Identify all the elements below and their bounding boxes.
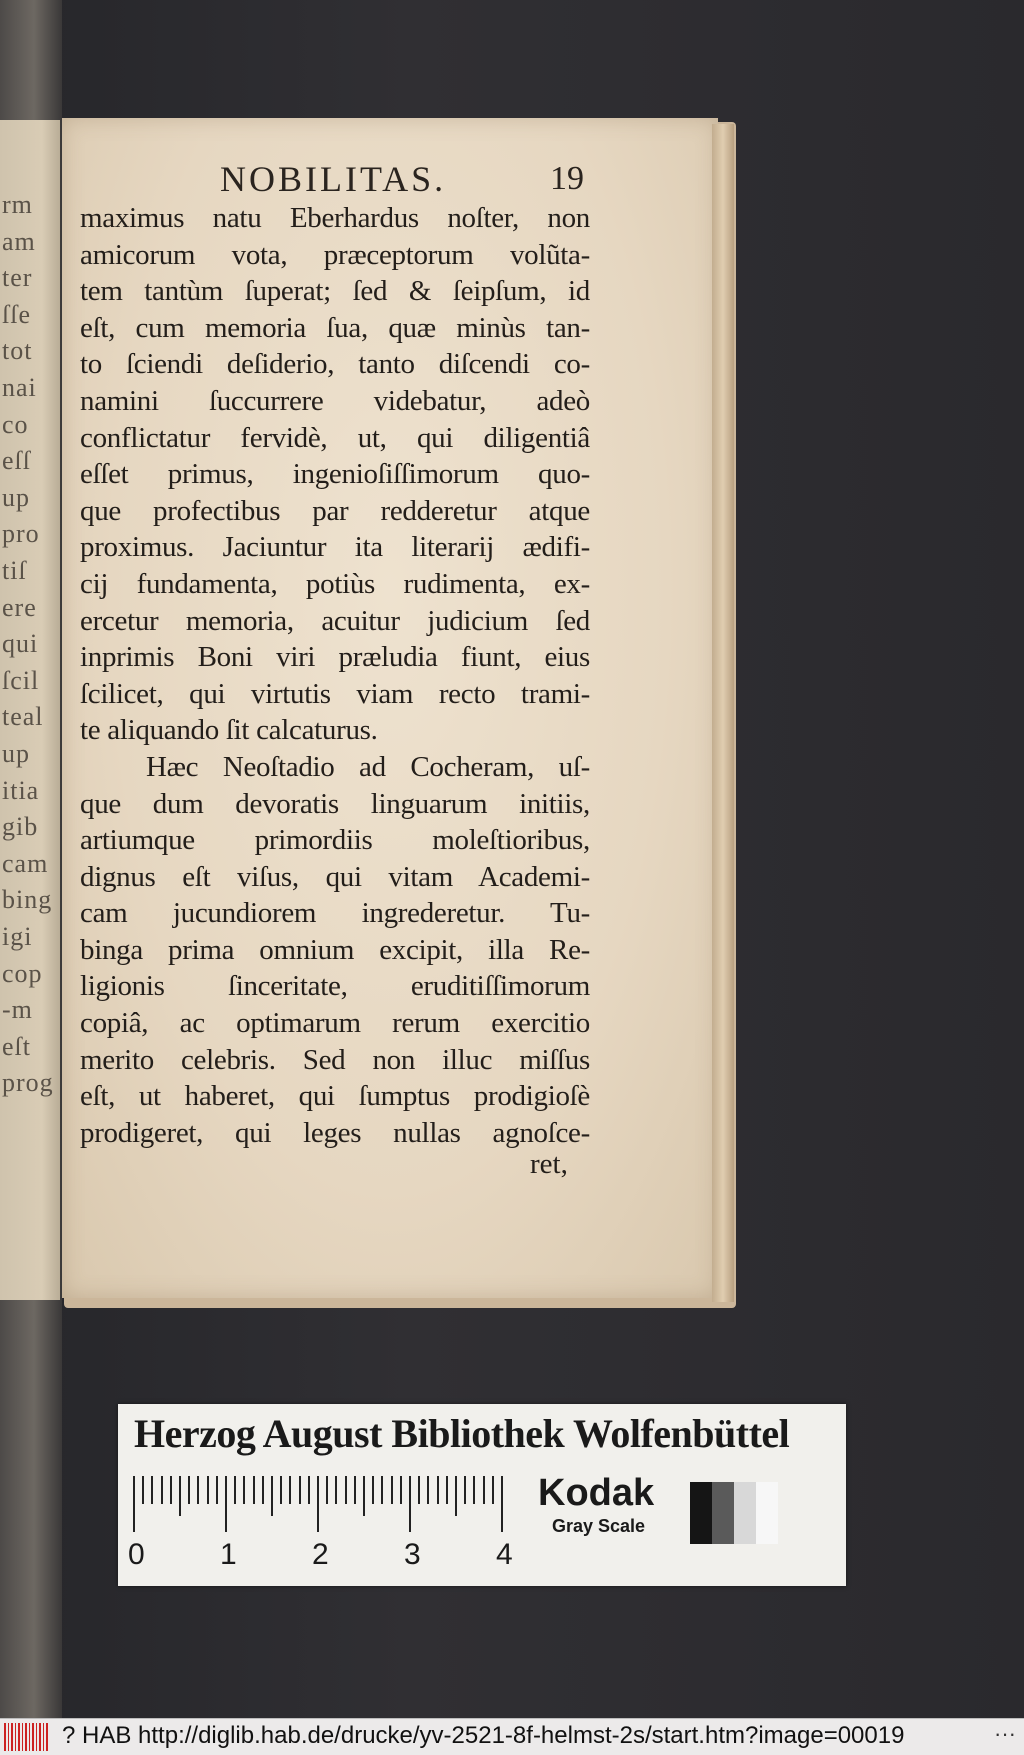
running-head: NOBILITAS. [220,159,447,199]
prev-page-fragment: itia [2,775,40,805]
ruler-tick [372,1476,374,1504]
prev-page-fragment: bing [2,885,53,915]
ruler-tick [473,1476,475,1504]
page-edge [712,124,734,1302]
text-line: copiâ, ac optimarum rerum exercitio [80,1007,590,1040]
ruler-tick [253,1476,255,1504]
prev-page-fragment: ſſe [2,299,31,329]
ruler-tick [161,1476,163,1504]
prev-page-fragment: -m [2,995,33,1025]
text-line: ercetur memoria, acuitur judicium ſed [80,604,590,637]
prev-page-fragment: gib [2,812,39,842]
barcode-icon [4,1723,48,1751]
prev-page-fragment: nai [2,373,37,402]
text-line: conflictatur fervidè, ut, qui diligentiâ [80,421,590,454]
prev-page-fragment: ere [2,592,37,622]
status-url[interactable]: ? HAB http://diglib.hab.de/drucke/yv-2521-8f-helmst-2s/start.htm?image=00019 [62,1722,905,1749]
text-line: inprimis Boni viri præludia fiunt, eius [80,641,590,674]
status-bar [0,1718,1024,1755]
ruler-tick [207,1476,209,1504]
body-text [80,200,590,1151]
previous-page-edge [0,120,60,1300]
ruler-tick [483,1476,485,1504]
gray-patch [690,1482,712,1544]
more-icon[interactable]: ··· [994,1721,1016,1746]
gray-patch [712,1482,734,1544]
ruler-tick [243,1476,245,1504]
text-line: Hæc Neoſtadio ad Cocheram, uſ- [146,750,590,783]
ruler-tick [492,1476,494,1504]
text-line: eſſet primus, ingenioſiſſimorum quo- [80,458,590,491]
text-line: maximus natu Eberhardus noſter, non [80,202,590,234]
library-title: Herzog August Bibliothek Wolfenbüttel [134,1411,790,1456]
ruler-tick [142,1476,144,1504]
ruler-tick [381,1476,383,1504]
ruler-tick [234,1476,236,1504]
text-line: to ſciendi deſiderio, tanto diſcendi co- [80,348,590,381]
gray-patch [734,1482,756,1544]
text-line: prodigeret, qui leges nullas agnoſce- [80,1116,590,1149]
ruler-tick [289,1476,291,1504]
ruler-tick [418,1476,420,1504]
ruler-tick [455,1476,457,1516]
ruler-tick [317,1476,319,1532]
ruler-tick [335,1476,337,1504]
prev-page-fragment: am [2,226,36,256]
text-line: namini ſuccurrere videbatur, adeò [80,384,590,417]
text-line: merito celebris. Sed non illuc miſſus [80,1043,590,1076]
text-line: cij fundamenta, potiùs rudimenta, ex- [80,567,590,600]
prev-page-fragment: up [2,739,30,768]
ruler-tick [133,1476,135,1532]
prev-page-fragment: tiſ [2,556,27,585]
gray-scale-patches [690,1482,778,1544]
prev-page-fragment: rm [2,190,33,219]
ruler-tick [271,1476,273,1516]
prev-page-fragment: tot [2,336,33,366]
text-line: que profectibus par redderetur atque [80,494,590,527]
ruler-tick [427,1476,429,1504]
ruler-tick [345,1476,347,1504]
prev-page-fragment: eſt [2,1031,31,1061]
ruler-tick [354,1476,356,1504]
gray-scale-label: Gray Scale [552,1516,646,1536]
text-line: te aliquando ſit calcaturus. [80,714,378,747]
ruler-tick [280,1476,282,1504]
ruler-tick [437,1476,439,1504]
color-scale-card [118,1404,846,1586]
ruler-tick [409,1476,411,1532]
prev-page-fragment: pro [2,519,40,549]
ruler-tick [188,1476,190,1504]
prev-page-fragment: up [2,482,30,512]
ruler-tick [197,1476,199,1504]
ruler-number: 3 [404,1538,421,1571]
ruler-tick [299,1476,301,1504]
kodak-logo: Kodak [538,1472,655,1514]
text-line: eſt, cum memoria ſua, quæ minùs tan- [80,311,590,344]
prev-page-fragment: co [2,409,29,439]
ruler-tick [391,1476,393,1504]
ruler-tick [308,1476,310,1504]
ruler-tick [464,1476,466,1504]
prev-page-fragment: ſcil [2,665,40,695]
prev-page-fragment: igi [2,922,33,951]
text-line: que dum devoratis linguarum initiis, [80,787,590,820]
ruler-tick [216,1476,218,1504]
ruler-tick [225,1476,227,1532]
page-number: 19 [550,160,584,197]
text-line: ſcilicet, qui virtutis viam recto trami- [80,677,590,710]
text-line: tem tantùm ſuperat; ſed & ſeipſum, id [80,275,590,308]
ruler-tick [170,1476,172,1504]
text-line: binga prima omnium excipit, illa Re- [80,933,590,966]
text-line: artiumque primordiis moleſtioribus, [80,824,590,857]
ruler-tick [326,1476,328,1504]
catchword: ret, [530,1148,568,1180]
ruler-number: 0 [128,1538,145,1571]
prev-page-fragment: eſſ [2,446,31,476]
ruler-tick [400,1476,402,1504]
ruler-number: 2 [312,1538,329,1571]
prev-page-fragment: cop [2,958,43,988]
ruler [133,1476,513,1534]
ruler-tick [262,1476,264,1504]
text-line: proximus. Jaciuntur ita literarij ædifi- [80,531,590,564]
ruler-tick [446,1476,448,1504]
ruler-tick [363,1476,365,1516]
ruler-number: 4 [496,1538,513,1571]
ruler-tick [501,1476,503,1532]
gray-patch [756,1482,778,1544]
prev-page-fragment: cam [2,848,49,878]
text-line: eſt, ut haberet, qui ſumptus prodigioſè [80,1080,590,1113]
text-line: cam jucundiorem ingrederetur. Tu- [80,897,590,930]
ruler-tick [151,1476,153,1504]
text-line: ligionis ſinceritate, eruditiſſimorum [80,970,590,1003]
text-line: dignus eſt viſus, qui vitam Academi- [80,860,590,893]
prev-page-fragment: prog [2,1068,54,1098]
prev-page-fragment: qui [2,629,39,659]
prev-page-fragment: teal [2,702,44,732]
text-line: amicorum vota, præceptorum volũta- [80,238,590,271]
prev-page-fragment: ter [2,263,33,293]
ruler-tick [179,1476,181,1516]
ruler-number: 1 [220,1538,237,1571]
